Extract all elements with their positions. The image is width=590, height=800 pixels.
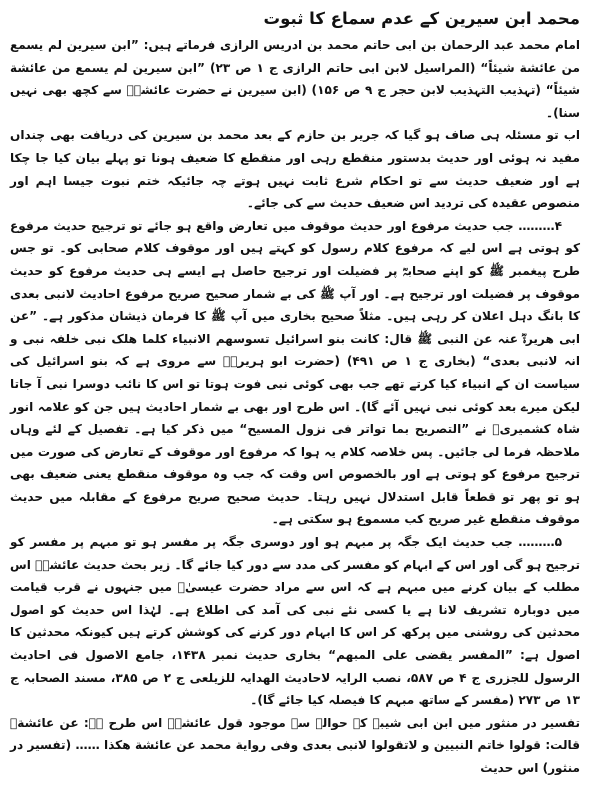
paragraph-point-5-mubham-mufassar: ۵……… جب حدیث ایک جگہ پر مبہم ہو اور دوسری جگہ پر مفسر ہو تو مبہم پر مفسر کو ترجیح ہو گی اور اس کے ابہام کو مفسر کی مدد سے دور کیا جائے گا۔ زیر بحث حدیث عائشہؓ اس مطلب کے بیان کرنے میں مبہم ہے کہ اس سے مراد حضرت عیسیٰؑ میں جنہوں نے قرب قیامت میں دوبارہ تشریف لانا ہے یا کسی نئے نبی کی آمد کی اطلاع ہے۔ لہٰذا اس حدیث کو اصول محدثین کی روشنی میں پرکھ کر اس کا ابہام دور کرنے کی کوشش کرتے ہیں کیونکہ محدثین کا اصول ہے: ”المفسر یقضی علی المبھم“ بخاری حدیث نمبر ۱۴۳۸، جامع الاصول فی احادیث الرسول للجزری ج ۴ ص ۵۸۷، نصب الرایہ لاحادیث الھدایہ للزیلعی ج ۲ ص ۳۸۵، مسند الصحابہ ج ۱۳ ص ۲۷۳ (مفسر کے ساتھ مبہم کا فیصلہ کیا جائے گا)۔ bbox=[10, 535, 580, 708]
paragraph-point-4-marfu-vs-mauquf: ۴……… جب حدیث مرفوع اور حدیث موقوف میں تعارض واقع ہو جائے تو ترجیح حدیث مرفوع کو ہوتی ہے اس لیے کہ مرفوع کلام رسول کو کہتے ہیں اور موقوف کلام صحابی کو۔ تو جس طرح پیغمبر ﷺ کو اپنے صحابہؓ پر فضیلت اور ترجیح حاصل ہے ایسے ہی حدیث مرفوع کو حدیث موقوف پر فضیلت اور ترجیح ہے۔ اور آپ ﷺ کی بے شمار صحیح صریح مرفوع احادیث لانبی بعدی کا بانگ دہل اعلان کر رہی ہیں۔ مثلاً صحیح بخاری میں آپ ﷺ کا فرمان ذیشان مذکور ہے۔ ”عن ابی ھریرۃؓ عنہ عن النبی ﷺ قال: کانت بنو اسرائیل تسوسھم الانبیاء کلما ھلک نبی خلفہ نبی و انہ لانبی بعدی“ (بخاری ج ۱ ص ۴۹۱) (حضرت ابو ہریرہؓ سے مروی ہے کہ بنو اسرائیل کی سیاست ان کے انبیاء کیا کرتے تھے جب بھی کوئی نبی فوت ہوتا تو اس کا نائب دوسرا نبی آ جاتا لیکن میرے بعد کوئی نبی نہیں آئے گا)۔ اس طرح اور بھی بے شمار احادیث ہیں جن کو علامہ انور شاہ کشمیریؒ نے ”التصریح بما تواتر فی نزول المسیح“ میں ذکر کیا ہے۔ تفصیل کے لئے وہاں ملاحظہ فرما لی جائیں۔ پس خلاصہ کلام یہ ہوا کہ مرفوع اور موقوف کے تعارض کی صورت میں ترجیح مرفوع کو ہوتی ہے اور بالخصوص اس وقت کہ جب وہ موقوف منقطع یعنی ضعیف بھی ہو تو پھر تو قطعاً قابل استدلال نہیں رہتا۔ حدیث صحیح صریح مرفوع کے مقابلہ میں حدیث موقوف منقطع غیر صریح کب مسموع ہو سکتی ہے۔ bbox=[10, 218, 580, 527]
paragraph-tafsir-durr-manthur: تفسیر در منثور میں ابن ابی شیبہ کے حوالے سے موجود قول عائشہؓ اس طرح ہے: عن عائشةؓ قالت: قولوا خاتم النبیین و لاتقولوا لانبی بعدی وفی روایة محمد عن عائشة ھکذا …… (تفسیر در منثور) اس حدیث bbox=[10, 715, 580, 775]
paragraph-ibn-abi-hatim-quote: امام محمد عبد الرحمان بن ابی حاتم محمد بن ادریس الرازی فرماتے ہیں: ”ابن سیرین لم یسمع من عائشة شیئاً“ (المراسیل لابن ابی حاتم الرازی ج ۱ ص ۲۳) ”ابن سیرین لم یسمع من عائشة شیئاً“ (تہذیب التہذیب لابن حجر ج ۹ ص ۱۵۶) (ابن سیرین نے حضرت عائشہؓ سے کچھ بھی نہیں سنا)۔ bbox=[10, 38, 580, 120]
paragraph-conclusion-munqati: اب تو مسئلہ ہی صاف ہو گیا کہ جریر بن حازم کے بعد محمد بن سیرین کی دریافت بھی چنداں مفید نہ ہوئی اور حدیث بدستور منقطع رہی اور منقطع کا ضعیف ہونا تو پہلے بیان کیا جا چکا ہے اور ضعیف حدیث سے تو احکام شرع ثابت نہیں ہوتے چہ جائیکہ ختم نبوت جیسا اہم اور منصوص عقیدہ کی تردید اس ضعیف حدیث سے کی جائے۔ bbox=[10, 128, 580, 211]
section-heading: محمد ابن سیرین کے عدم سماع کا ثبوت bbox=[263, 9, 580, 28]
